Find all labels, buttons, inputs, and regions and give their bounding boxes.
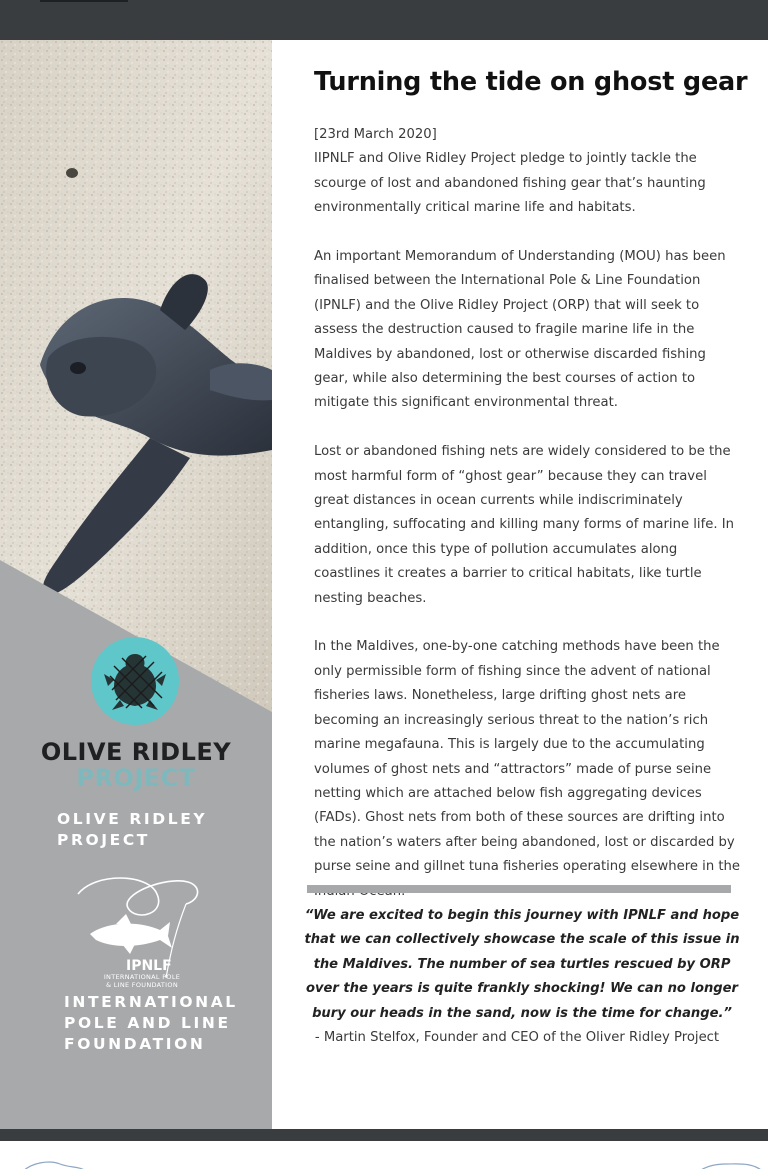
turtle-photo (0, 40, 272, 740)
article-paragraph: IIPNLF and Olive Ridley Project pledge to jointly tackle the scourge of lost and abandoned fishing gear that’s haunting environmentally critical marine life and habitats. (314, 151, 706, 216)
ipnlf-logo (76, 870, 206, 989)
ipnlf-caption (64, 992, 238, 1055)
wave-ornament-icon (20, 1160, 90, 1169)
top-bar-tab (40, 0, 128, 2)
top-bar (0, 0, 768, 40)
left-panel (0, 40, 272, 1129)
article-paragraph: An important Memorandum of Understanding (MOU) has been finalised between the International Pole & Line Foundation (IPNLF) and the Olive Ridley Project (ORP) that will seek to assess the destruction caused to fragile marine life in the Maldives by abandoned, lost or otherwise discarded fishing gear, while also determining the best courses of action to mitigate this significant environmental threat. (314, 249, 726, 411)
orp-caption (57, 809, 207, 851)
ipnlf-logo-sub: & LINE FOUNDATION (106, 980, 178, 989)
article-body (314, 123, 744, 904)
bottom-bar (0, 1129, 768, 1141)
article-date: [23rd March 2020] (314, 127, 437, 142)
orp-logo-title: OLIVE RIDLEY (40, 738, 232, 766)
quote-attribution: - Martin Stelfox, Founder and CEO of the Oliver Ridley Project (314, 1030, 720, 1045)
orp-caption-line: OLIVE RIDLEY (57, 810, 208, 828)
ipnlf-caption-line: POLE AND LINE (64, 1014, 231, 1032)
ipnlf-logo-sub: INTERNATIONAL POLE (103, 973, 181, 981)
orp-caption-line: PROJECT (57, 831, 150, 849)
article (272, 40, 768, 1129)
ipnlf-caption-line: FOUNDATION (64, 1035, 206, 1053)
ipnlf-logo-name: IPNLF (126, 958, 172, 974)
ipnlf-caption-line: INTERNATIONAL (64, 993, 238, 1011)
orp-logo-subtitle: PROJECT (76, 764, 196, 792)
quote-divider (307, 885, 731, 893)
pull-quote: “We are excited to begin this journey with IPNLF and hope that we can collectively showcase the scale of this issue in the Maldives. The number of sea turtles rescued by ORP over the years is quite frankly shocking! We can no longer bury our heads in the sand, now is the time for change.” (304, 908, 740, 1021)
article-paragraph: In the Maldives, one-by-one catching methods have been the only permissible form of fishing since the advent of national fisheries laws. Nonetheless, large drifting ghost nets are becoming an increasingly serious threat to the nation’s rich marine megafauna. This is largely due to the accumulating volumes of ghost nets and “attractors” made of purse seine netting which are attached below fish aggregating devices (FADs). Ghost nets from both of these sources are drifting into the nation’s waters after being abandoned, lost or discarded by purse seine and gillnet tuna fisheries operating elsewhere in the (314, 639, 741, 875)
wave-ornament-icon (696, 1160, 766, 1169)
article-paragraph: Lost or abandoned fishing nets are widely considered to be the most harmful form of “ghost gear” because they can travel great distances in ocean currents while indiscriminately entangling, suffocating and killing many forms of marine life. In addition, once this type of pollution accumulates along coastlines it creates a barrier to critical habitats, like turtle nesting beaches. (314, 444, 734, 606)
article-headline: Turning the tide on ghost gear (314, 67, 748, 97)
bottom-strip (0, 1141, 768, 1169)
tuna-and-line-icon (76, 870, 206, 982)
turtle-in-net-icon (90, 636, 180, 726)
